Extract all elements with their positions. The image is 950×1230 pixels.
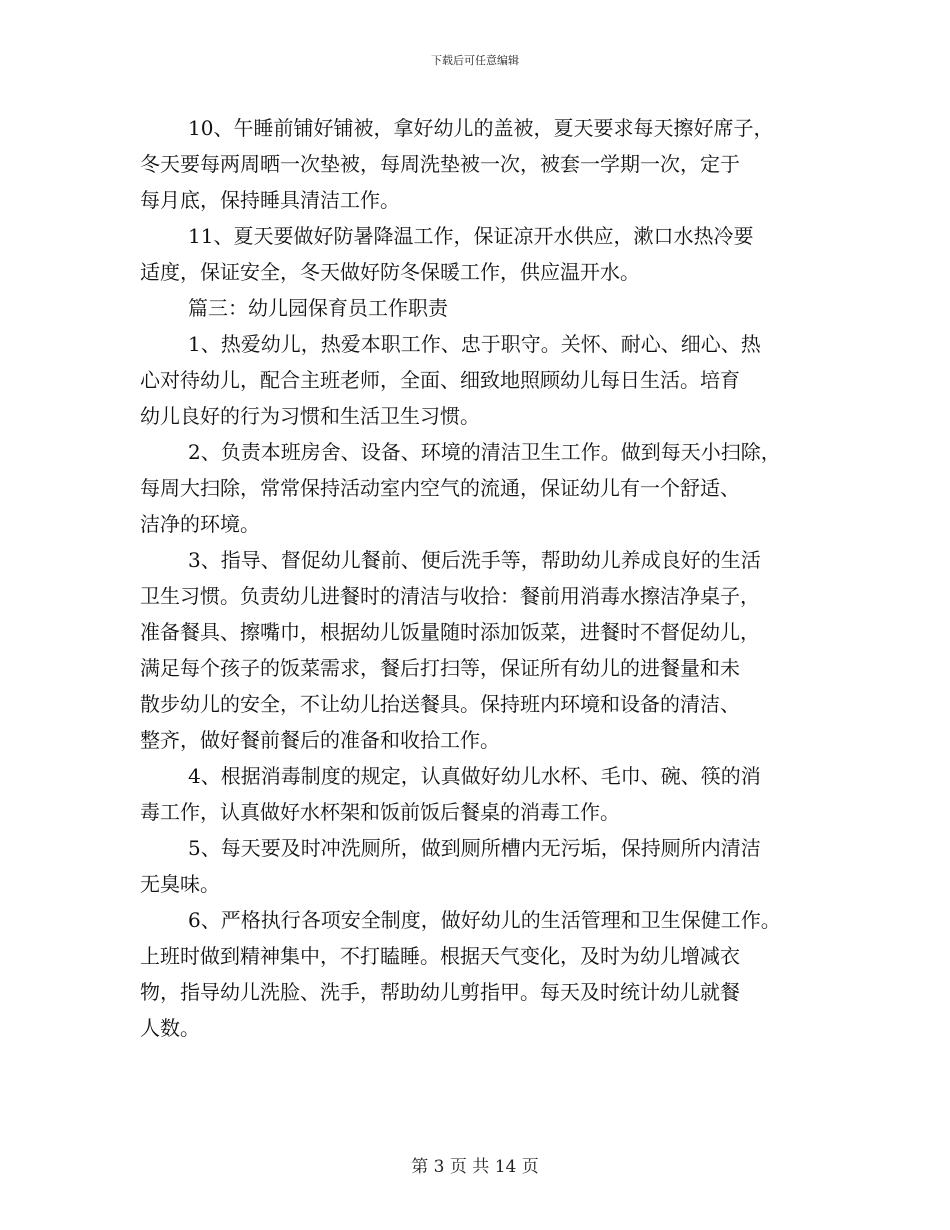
text-line: 2、负责本班房舍、设备、环境的清洁卫生工作。做到每天小扫除， [188,440,781,464]
text-line: 每月底，保持睡具清洁工作。 [140,188,400,212]
text-line: 3、指导、督促幼儿餐前、便后洗手等，帮助幼儿养成良好的生活 [188,548,761,572]
text-line: 幼儿良好的行为习惯和生活卫生习惯。 [140,404,480,428]
text-line: 准备餐具、擦嘴巾，根据幼儿饭量随时添加饭菜，进餐时不督促幼儿， [140,620,760,644]
text-line: 卫生习惯。负责幼儿进餐时的清洁与收拾：餐前用消毒水擦洁净桌子， [140,584,760,608]
text-line: 物，指导幼儿洗脸、洗手，帮助幼儿剪指甲。每天及时统计幼儿就餐 [140,980,740,1004]
text-line: 冬天要每两周晒一次垫被，每周洗垫被一次，被套一学期一次，定于 [140,152,740,176]
text-line: 11、夏天要做好防暑降温工作，保证凉开水供应，漱口水热冷要 [188,224,754,248]
text-line: 6、严格执行各项安全制度，做好幼儿的生活管理和卫生保健工作。 [188,908,781,932]
page-footer: 第 3 页 共 14 页 [411,1157,539,1177]
text-line: 5、每天要及时冲洗厕所，做到厕所槽内无污垢，保持厕所内清洁 [188,836,761,860]
text-line: 无臭味。 [140,872,220,896]
text-line: 满足每个孩子的饭菜需求，餐后打扫等，保证所有幼儿的进餐量和未 [140,656,740,680]
page-header: 下载后可任意编辑 [431,54,519,67]
text-line: 每周大扫除，常常保持活动室内空气的流通，保证幼儿有一个舒适、 [140,476,740,500]
text-line: 上班时做到精神集中，不打瞌睡。根据天气变化，及时为幼儿增减衣 [140,944,740,968]
text-line: 篇三：幼儿园保育员工作职责 [188,296,448,320]
text-line: 散步幼儿的安全，不让幼儿抬送餐具。保持班内环境和设备的清洁、 [140,692,740,716]
document-body [140,110,812,1046]
text-line: 整齐，做好餐前餐后的准备和收拾工作。 [140,728,500,752]
text-line: 1、热爱幼儿，热爱本职工作、忠于职守。关怀、耐心、细心、热 [188,332,761,356]
text-line: 毒工作，认真做好水杯架和饭前饭后餐桌的消毒工作。 [140,800,620,824]
text-line: 人数。 [140,1016,200,1040]
text-line: 10、午睡前铺好铺被，拿好幼儿的盖被，夏天要求每天擦好席子， [188,116,774,140]
text-line: 洁净的环境。 [140,512,260,536]
text-line: 4、根据消毒制度的规定，认真做好幼儿水杯、毛巾、碗、筷的消 [188,764,761,788]
text-line: 适度，保证安全，冬天做好防冬保暖工作，供应温开水。 [140,260,640,284]
text-line: 心对待幼儿，配合主班老师，全面、细致地照顾幼儿每日生活。培育 [140,368,740,392]
